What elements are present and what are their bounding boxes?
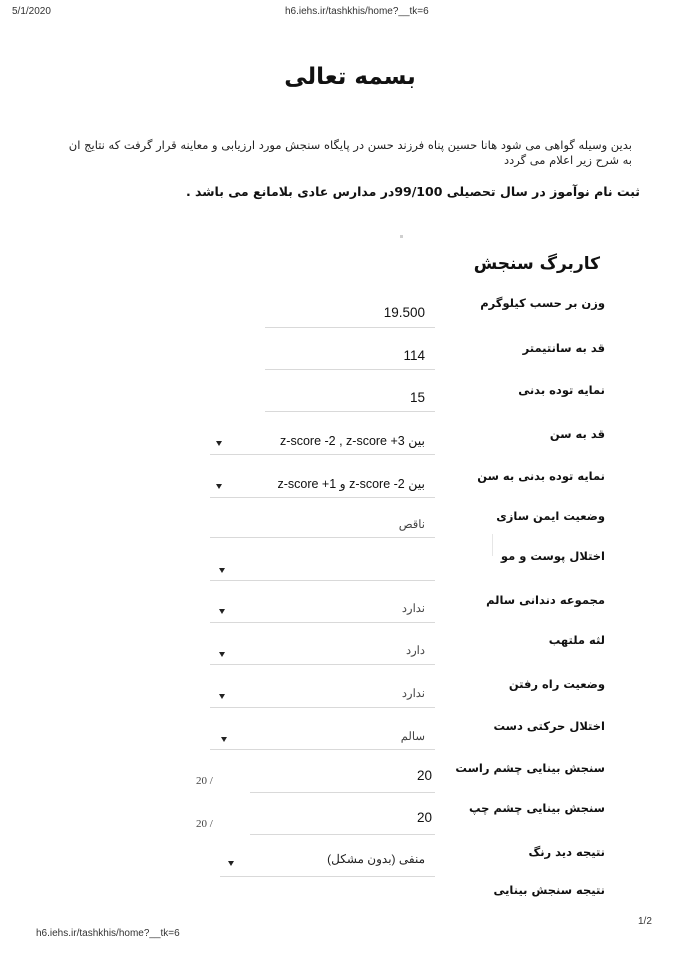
bmi-underline xyxy=(265,411,435,412)
immunization-select[interactable]: ناقص xyxy=(398,519,425,531)
page-title: بسمه تعالی xyxy=(284,64,416,90)
color-vision-underline xyxy=(220,876,435,877)
walking-select[interactable]: ندارد xyxy=(401,688,425,700)
healthy-teeth-select[interactable]: ندارد xyxy=(401,603,425,615)
label-bmi: نمایه توده بدنی xyxy=(518,383,605,397)
label-left-eye: سنجش بینایی چشم چپ xyxy=(468,801,605,815)
form-title: کاربرگ سنجش xyxy=(473,254,600,274)
weight-underline xyxy=(265,327,435,328)
color-vision-select[interactable]: منفی (بدون مشکل) xyxy=(327,852,425,866)
label-bmi-for-age: نمایه توده بدنی به سن xyxy=(477,469,605,483)
left-eye-denominator: 20 / xyxy=(196,818,213,830)
height-for-age-chevron-down-icon[interactable] xyxy=(216,441,222,446)
label-gum: لثه ملتهب xyxy=(548,633,605,647)
weight-input[interactable]: 19.500 xyxy=(383,305,425,320)
immunization-underline xyxy=(210,537,435,538)
skin-hair-chevron-down-icon[interactable] xyxy=(219,568,225,573)
scan-speck xyxy=(400,235,403,238)
hand-motor-underline xyxy=(210,749,435,750)
walking-underline xyxy=(210,707,435,708)
label-right-eye: سنجش بینایی چشم راست xyxy=(455,761,605,775)
gum-select[interactable]: دارد xyxy=(406,645,425,657)
height-input[interactable]: 114 xyxy=(403,348,425,363)
height-for-age-underline xyxy=(210,454,435,455)
healthy-teeth-underline xyxy=(210,622,435,623)
left-eye-score-input[interactable]: 20 xyxy=(416,810,432,825)
right-eye-denominator: 20 / xyxy=(196,775,213,787)
print-header-url: h6.iehs.ir/tashkhis/home?__tk=6 xyxy=(285,6,429,17)
right-eye-underline xyxy=(250,792,435,793)
label-height-for-age: قد به سن xyxy=(549,427,605,441)
page-number: 1/2 xyxy=(638,916,652,927)
label-vision-result: نتیجه سنجش بینایی xyxy=(493,883,605,897)
label-height: قد به سانتیمتر xyxy=(522,341,605,355)
bmi-input[interactable]: 15 xyxy=(409,390,425,405)
gum-underline xyxy=(210,664,435,665)
intro-text-line-2: به شرح زیر اعلام می گردد xyxy=(504,153,632,167)
hand-motor-select[interactable]: سالم xyxy=(400,731,425,743)
bmi-for-age-chevron-down-icon[interactable] xyxy=(216,484,222,489)
label-skin-hair: اختلال پوست و مو xyxy=(500,549,605,563)
label-color-vision: نتیجه دید رنگ xyxy=(528,845,605,859)
hand-motor-chevron-down-icon[interactable] xyxy=(221,737,227,742)
right-eye-score-input[interactable]: 20 xyxy=(416,768,432,783)
bmi-for-age-underline xyxy=(210,497,435,498)
label-weight: وزن بر حسب کیلوگرم xyxy=(480,296,605,310)
gum-chevron-down-icon[interactable] xyxy=(219,652,225,657)
color-vision-chevron-down-icon[interactable] xyxy=(228,861,234,866)
bmi-for-age-select[interactable]: بین z-score -2 و z-score +1 xyxy=(277,477,425,491)
intro-text-line-1: بدین وسیله گواهی می شود هانا حسین پناه فرزند حسن در پایگاه سنجش مورد ارزیابی و معاینه قرار گرفت که نتایج ان xyxy=(68,138,632,152)
label-immunization: وضعیت ایمن سازی xyxy=(496,509,605,523)
height-underline xyxy=(265,369,435,370)
label-healthy-teeth: مجموعه دندانی سالم xyxy=(486,593,605,607)
scan-line xyxy=(492,534,493,556)
enrollment-statement: ثبت نام نوآموز در سال تحصیلی 99/100در مدارس عادی بلامانع می باشد . xyxy=(185,184,640,199)
print-footer-url: h6.iehs.ir/tashkhis/home?__tk=6 xyxy=(36,928,180,939)
walking-chevron-down-icon[interactable] xyxy=(219,694,225,699)
healthy-teeth-chevron-down-icon[interactable] xyxy=(219,609,225,614)
label-walking: وضعیت راه رفتن xyxy=(508,677,605,691)
left-eye-underline xyxy=(250,834,435,835)
print-date: 5/1/2020 xyxy=(12,6,51,17)
skin-hair-underline xyxy=(210,580,435,581)
height-for-age-select[interactable]: بین z-score -2 , z-score +3 xyxy=(280,434,425,448)
label-hand-motor: اختلال حرکتی دست xyxy=(493,719,605,733)
